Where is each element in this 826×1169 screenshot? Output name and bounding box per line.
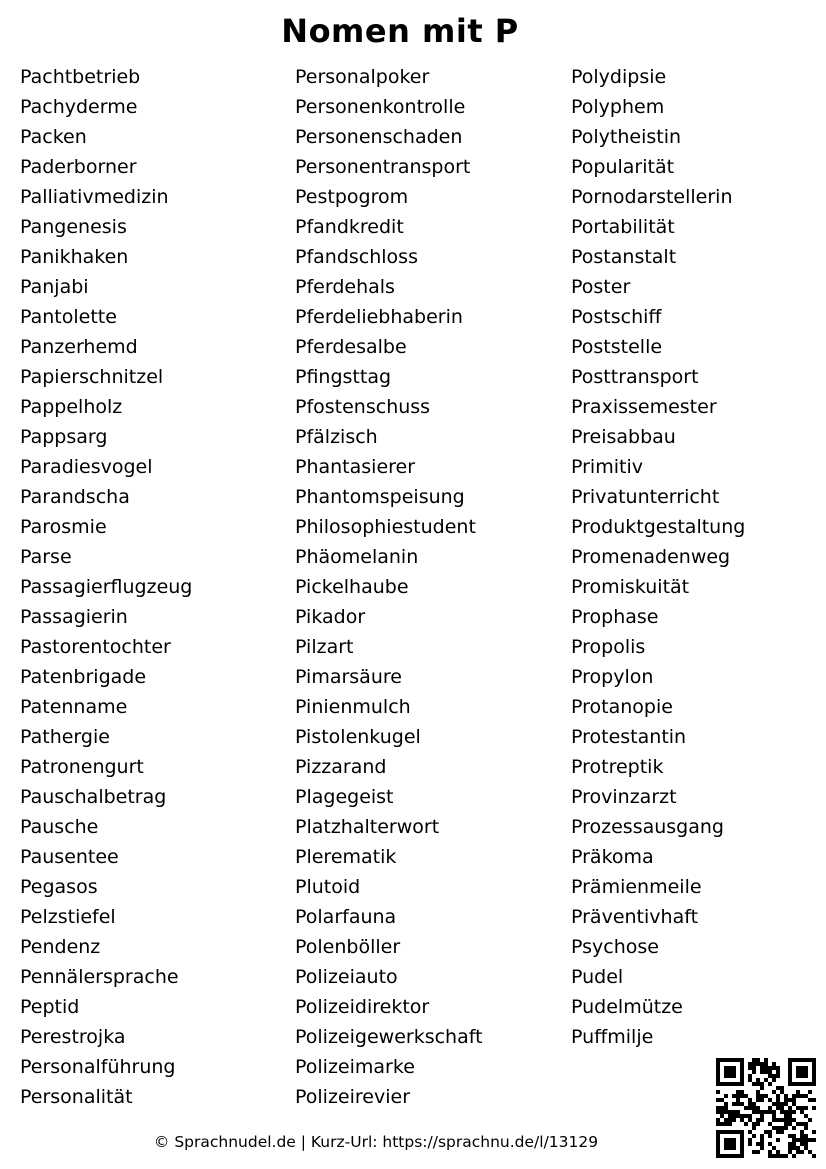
word-item: Privatunterricht [571, 486, 720, 508]
word-item: Promenadenweg [571, 546, 731, 568]
word-column-1 [20, 62, 192, 1112]
word-item: Personentransport [295, 156, 471, 178]
word-item: Polizeimarke [295, 1056, 415, 1078]
word-item: Protreptik [571, 756, 664, 778]
word-item: Parosmie [20, 516, 107, 538]
word-item: Passagierflugzeug [20, 576, 193, 598]
word-item: Puffmilje [571, 1026, 654, 1048]
word-item: Provinzarzt [571, 786, 677, 808]
word-item: Personalität [20, 1086, 133, 1108]
word-item: Parse [20, 546, 72, 568]
word-item: Pachtbetrieb [20, 66, 141, 88]
word-item: Pausentee [20, 846, 119, 868]
word-item: Pilzart [295, 636, 354, 658]
word-item: Polizeidirektor [295, 996, 430, 1018]
word-item: Palliativmedizin [20, 186, 169, 208]
word-item: Personenschaden [295, 126, 463, 148]
word-column-2 [295, 62, 483, 1112]
word-item: Polydipsie [571, 66, 667, 88]
word-item: Passagierin [20, 606, 128, 628]
word-item: Personalpoker [295, 66, 430, 88]
word-item: Phäomelanin [295, 546, 419, 568]
word-item: Prophase [571, 606, 659, 628]
word-item: Papierschnitzel [20, 366, 164, 388]
word-item: Polizeiauto [295, 966, 398, 988]
word-item: Pferdehals [295, 276, 395, 298]
word-item: Pachyderme [20, 96, 138, 118]
word-item: Pferdeliebhaberin [295, 306, 463, 328]
word-item: Präkoma [571, 846, 654, 868]
word-item: Pathergie [20, 726, 110, 748]
word-item: Pennälersprache [20, 966, 179, 988]
word-item: Plerematik [295, 846, 397, 868]
word-item: Pferdesalbe [295, 336, 407, 358]
word-item: Pimarsäure [295, 666, 402, 688]
word-item: Praxissemester [571, 396, 717, 418]
word-item: Phantasierer [295, 456, 416, 478]
word-item: Propylon [571, 666, 654, 688]
word-item: Prämienmeile [571, 876, 702, 898]
word-item: Patenbrigade [20, 666, 147, 688]
word-item: Plagegeist [295, 786, 394, 808]
page-title: Nomen mit P [281, 12, 519, 50]
word-item: Pendenz [20, 936, 101, 958]
word-item: Panikhaken [20, 246, 129, 268]
word-item: Parandscha [20, 486, 130, 508]
word-item: Polytheistin [571, 126, 682, 148]
word-column-3 [571, 62, 745, 1052]
word-item: Propolis [571, 636, 646, 658]
word-item: Plutoid [295, 876, 361, 898]
word-item: Pfingsttag [295, 366, 392, 388]
word-item: Paradiesvogel [20, 456, 153, 478]
word-item: Pudel [571, 966, 624, 988]
word-item: Preisabbau [571, 426, 676, 448]
word-item: Polizeigewerkschaft [295, 1026, 483, 1048]
word-item: Pauschalbetrag [20, 786, 167, 808]
word-item: Promiskuität [571, 576, 690, 598]
word-item: Patenname [20, 696, 128, 718]
word-item: Pantolette [20, 306, 117, 328]
word-item: Personenkontrolle [295, 96, 466, 118]
word-item: Pinienmulch [295, 696, 411, 718]
word-item: Philosophiestudent [295, 516, 476, 538]
word-item: Patronengurt [20, 756, 144, 778]
word-item: Polarfauna [295, 906, 397, 928]
word-item: Prozessausgang [571, 816, 724, 838]
word-item: Pestpogrom [295, 186, 409, 208]
word-item: Panjabi [20, 276, 89, 298]
word-item: Pistolenkugel [295, 726, 421, 748]
word-item: Pornodarstellerin [571, 186, 733, 208]
word-item: Polizeirevier [295, 1086, 411, 1108]
word-item: Peptid [20, 996, 80, 1018]
word-item: Pangenesis [20, 216, 127, 238]
word-item: Pizzarand [295, 756, 387, 778]
word-item: Panzerhemd [20, 336, 138, 358]
word-item: Pegasos [20, 876, 98, 898]
word-item: Postanstalt [571, 246, 677, 268]
word-item: Protanopie [571, 696, 673, 718]
footer-credit: © Sprachnudel.de | Kurz-Url: https://sprachnu.de/l/13129 [153, 1133, 599, 1151]
word-item: Poststelle [571, 336, 663, 358]
word-item: Personalführung [20, 1056, 176, 1078]
word-item: Paderborner [20, 156, 137, 178]
word-item: Protestantin [571, 726, 687, 748]
word-item: Pikador [295, 606, 366, 628]
word-item: Phantomspeisung [295, 486, 465, 508]
word-item: Pickelhaube [295, 576, 409, 598]
word-item: Pappelholz [20, 396, 123, 418]
word-item: Pfandschloss [295, 246, 418, 268]
word-item: Pfostenschuss [295, 396, 431, 418]
word-item: Pausche [20, 816, 99, 838]
qr-code-icon [716, 1058, 816, 1158]
word-item: Psychose [571, 936, 659, 958]
word-item: Platzhalterwort [295, 816, 440, 838]
word-item: Polyphem [571, 96, 665, 118]
word-item: Primitiv [571, 456, 643, 478]
word-item: Packen [20, 126, 87, 148]
word-item: Portabilität [571, 216, 675, 238]
word-item: Pappsarg [20, 426, 108, 448]
word-item: Pastorentochter [20, 636, 171, 658]
word-item: Pfandkredit [295, 216, 404, 238]
word-item: Popularität [571, 156, 675, 178]
word-item: Produktgestaltung [571, 516, 746, 538]
word-item: Perestrojka [20, 1026, 126, 1048]
word-item: Pfälzisch [295, 426, 378, 448]
word-item: Pudelmütze [571, 996, 683, 1018]
word-item: Polenböller [295, 936, 401, 958]
word-item: Poster [571, 276, 631, 298]
word-item: Pelzstiefel [20, 906, 116, 928]
word-item: Postschiff [571, 306, 662, 328]
word-item: Präventivhaft [571, 906, 699, 928]
word-item: Posttransport [571, 366, 699, 388]
